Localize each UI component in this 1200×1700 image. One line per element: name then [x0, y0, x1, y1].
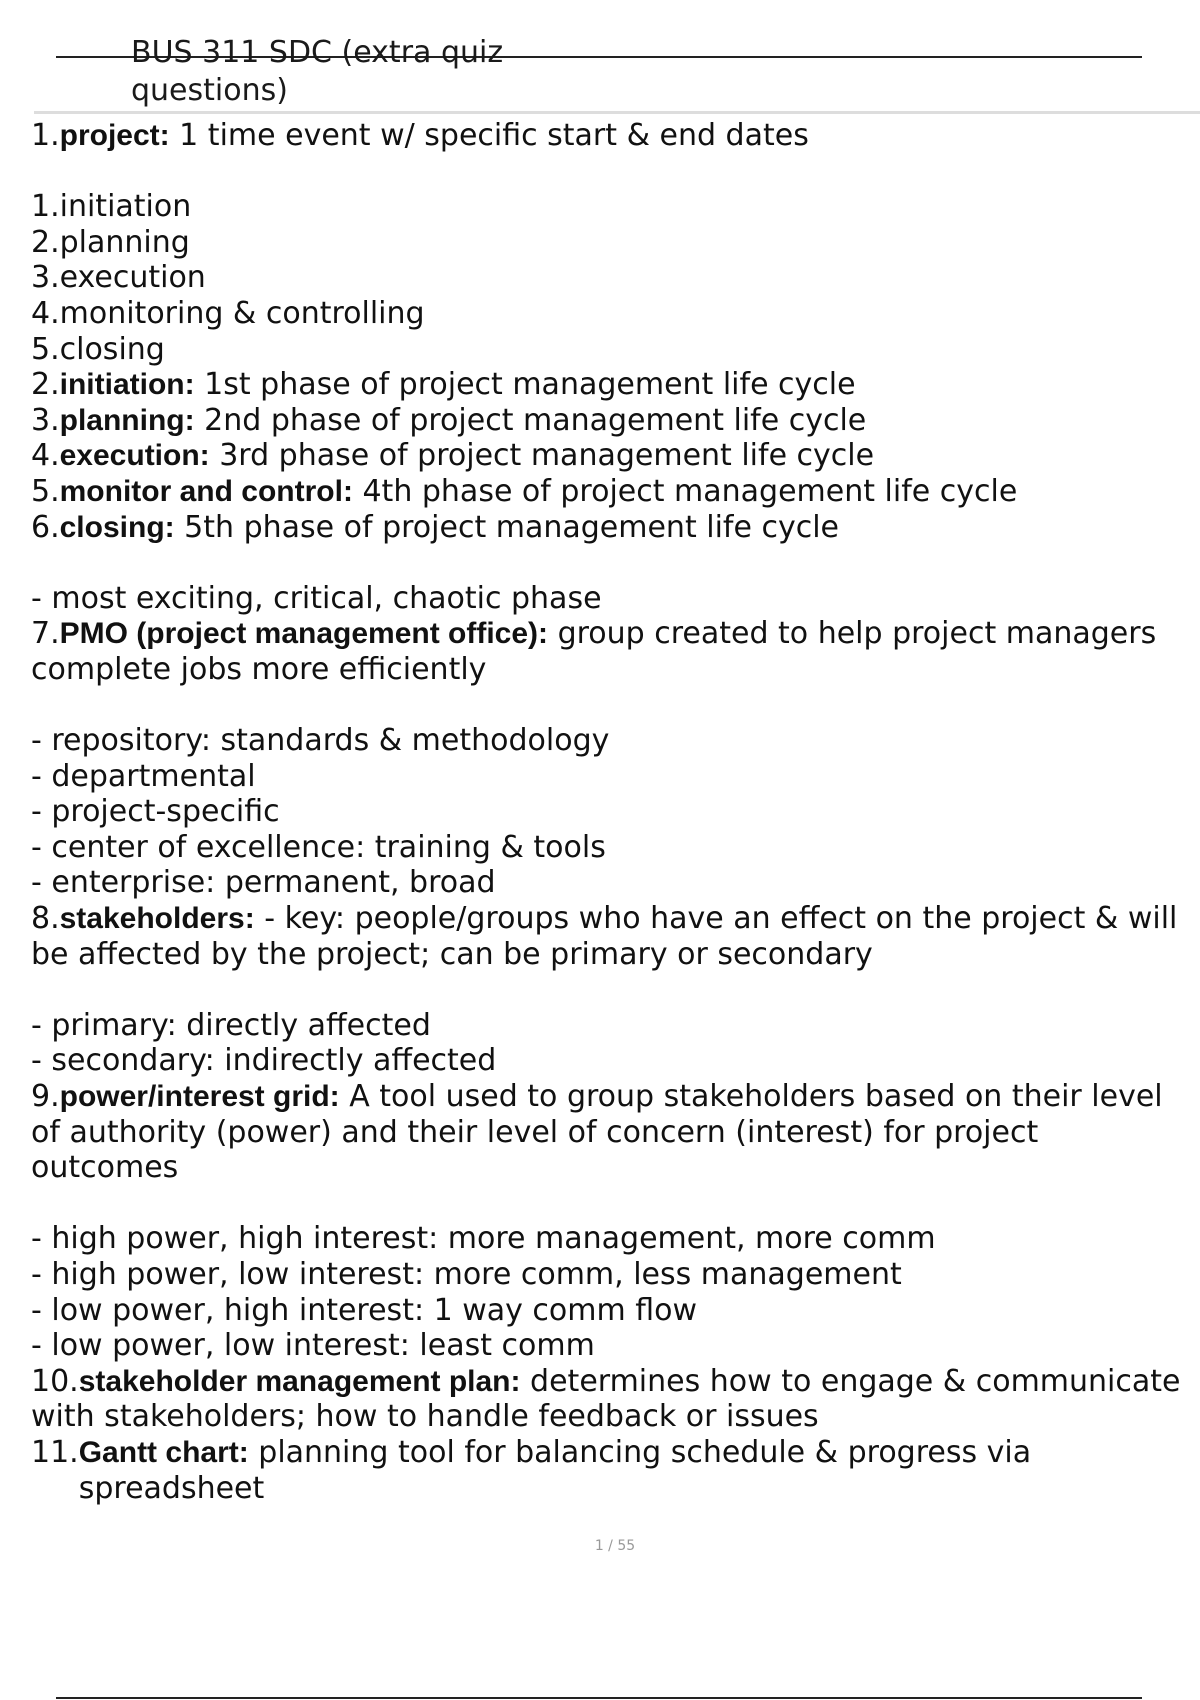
item-definition: planning: [59, 224, 190, 260]
item-definition: closing: [59, 331, 165, 367]
item-term: closing:: [59, 510, 175, 544]
footer-rule: [56, 1697, 1142, 1699]
item-number: 5.: [31, 473, 60, 509]
item-number: 4.: [31, 438, 60, 474]
item-number: 2.: [31, 367, 60, 403]
spacer: [31, 688, 1181, 724]
list-item: [31, 616, 1181, 687]
note-line: - most exciting, critical, chaotic phase: [31, 580, 602, 616]
item-term: planning:: [59, 403, 195, 437]
item-number: 2.: [31, 224, 60, 260]
title-line-2: questions): [131, 73, 288, 108]
item-number: 11.: [31, 1434, 79, 1470]
note-line: - departmental: [31, 758, 256, 794]
item-definition: 1st phase of project management life cycle: [194, 367, 856, 403]
item-definition: 1 time event w/ specific start & end dates: [169, 118, 809, 153]
list-item: [31, 438, 1181, 474]
title-rule: [34, 111, 1200, 114]
sub-list-item: [31, 332, 1181, 368]
sub-list-item: [31, 260, 1181, 296]
item-number: 1.: [31, 118, 60, 153]
page-number: 1 / 55: [594, 1538, 636, 1554]
item-number: 3.: [31, 402, 60, 438]
note-line: - repository: standards & methodology: [31, 723, 610, 759]
item-definition: execution: [59, 260, 206, 296]
item-number: 1.: [31, 189, 60, 225]
item-number: 5.: [31, 331, 60, 367]
item-definition: 3rd phase of project management life cycle: [209, 438, 875, 474]
note-line: - primary: directly affected: [31, 1007, 431, 1043]
item-number: 9.: [31, 1079, 60, 1115]
item-definition: A tool used to group stakeholders based on their level of authority (power) and their level of concern (interest) for project outcomes: [31, 1079, 1163, 1186]
note-line: - high power, low interest: more comm, less management: [31, 1257, 902, 1292]
item-term: monitor and control:: [59, 474, 353, 508]
list-item: [31, 367, 1181, 403]
list-item: [31, 1079, 1181, 1186]
note-line: - high power, high interest: more management, more comm: [31, 1221, 936, 1257]
title-line-1: BUS 311 SDC (extra quiz: [131, 35, 504, 70]
spacer: [31, 1186, 1181, 1222]
item-term: stakeholders:: [59, 902, 255, 936]
note-line: - low power, high interest: 1 way comm flow: [31, 1292, 698, 1328]
item-number: 7.: [31, 616, 60, 652]
note-line: - project-specific: [31, 794, 280, 830]
note-line: - center of excellence: training & tools: [31, 829, 606, 865]
item-definition: 2nd phase of project management life cycle: [194, 402, 867, 438]
item-term: power/interest grid:: [59, 1080, 340, 1114]
sub-list-item: [31, 296, 1181, 332]
sub-list-item: [31, 189, 1181, 225]
spacer: [31, 154, 1181, 190]
list-item: [31, 403, 1181, 439]
sub-list-item: [31, 225, 1181, 261]
item-definition: monitoring & controlling: [59, 295, 425, 331]
item-number: 4.: [31, 295, 60, 331]
document-body: [31, 118, 1181, 1506]
note-line: - enterprise: permanent, broad: [31, 865, 496, 901]
item-definition: determines how to engage & communicate with stakeholders; how to handle feedback or issues: [31, 1363, 1181, 1435]
item-term: stakeholder management plan:: [78, 1364, 521, 1398]
item-definition: initiation: [59, 189, 192, 225]
item-term: project:: [59, 119, 170, 152]
item-definition: - key: people/groups who have an effect on the project & will be affected by the project; can be primary or secondary: [31, 901, 1178, 972]
item-term: execution:: [59, 439, 210, 473]
spacer: [31, 972, 1181, 1008]
item-definition: planning tool for balancing schedule & progress via spreadsheet: [78, 1434, 1032, 1506]
spacer: [31, 545, 1181, 581]
document-title: [131, 34, 503, 110]
item-number: 10.: [31, 1363, 79, 1399]
list-item: [31, 1364, 1181, 1435]
list-item: [31, 474, 1181, 510]
list-item: [31, 510, 1181, 546]
list-item: [31, 1435, 1181, 1506]
item-term: Gantt chart:: [78, 1435, 249, 1469]
item-term: PMO (project management office):: [59, 617, 549, 651]
item-term: initiation:: [59, 368, 195, 402]
note-line: - low power, low interest: least comm: [31, 1328, 595, 1364]
item-definition: group created to help project managers complete jobs more efficiently: [31, 616, 1157, 687]
item-number: 6.: [31, 509, 60, 545]
note-line: - secondary: indirectly affected: [31, 1043, 497, 1079]
item-number: 3.: [31, 260, 60, 296]
list-item: [31, 118, 1181, 154]
item-number: 8.: [31, 901, 60, 937]
list-item: [31, 901, 1181, 972]
item-definition: 5th phase of project management life cycle: [174, 509, 840, 545]
item-definition: 4th phase of project management life cycle: [352, 473, 1018, 509]
